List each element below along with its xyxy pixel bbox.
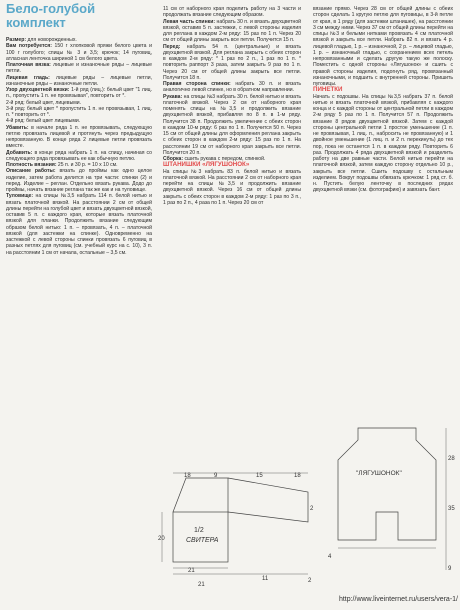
paragraph-lead: Добавить: (6, 149, 33, 156)
paragraph (6, 75, 152, 88)
paragraph-lead: Плотность вязания: (6, 162, 57, 168)
paragraph (163, 94, 301, 157)
paragraph-text: на спицы №3 набрать 30 п. белой нитью и вязать платочной вязкой. Через 2 см от наборного края поменять спицы на №3,5 и продолжить вязание двухцветной вязкой, прибавляя по 8 п. в 1-м ряду. Получится 38 п. Продолжить увеличение с обеих сторон в каждом 10-м ряду: 6 раз по 1 п. Получится 50 п. Через 15 см от общей длины для оформления реглана закрыть с обеих сторон в каждом 2-м ряду: 15 раз по 1 п. На расстоянии 19 см от наборного края закрыть все петли. Получится 20 п. (163, 93, 301, 156)
source-url-link[interactable]: http://www.liveinternet.ru/users/vera-1/ (338, 596, 458, 603)
paragraph-lead: Узор двухцветной вязки: (6, 87, 70, 93)
paragraph (313, 6, 453, 87)
paragraph-lead: Сборка: (163, 156, 184, 162)
paragraph-text: 1-й ряд (лиц.): белый цвет "1 лиц. п., пропустить 1 п. не провязывая", повторить от *. (6, 87, 152, 100)
dim-label-top-2: 9 (214, 473, 218, 479)
pants-label: "ЛЯГУШОНОК" (356, 470, 402, 477)
pants-dim-3: 9 (448, 566, 452, 572)
paragraph (313, 94, 453, 194)
paragraph-lead: Рукава: (163, 93, 183, 100)
paragraph-text: 25 п. и 30 р. = 10 x 10 см. (56, 162, 118, 168)
paragraph-text: Начать с подошвы. На спицы №3,5 набрать 37 п. белой нитью и вязать платочной вязкой, прибавляя с каждого конца и с каждой стороны от центральной петли в каждом 2-м ряду 5 раз по 1 п. Получится 57 п. Продолжить вязание 8 рядов двухцветной вязкой. Затем с каждой стороны центральной петли 1 простое уменьшение (1 п. не провязывая, 1 лиц. п., набросить не провязанную) и 1 двойное уменьшение (1 лиц. п. и 2 п. перекинуть) до тех пор, пока не останется 1 п. в каждом ряду. Повторить 6 раз. Продолжать 4 ряда двухцветной вязкой и разделить работу на две равные части. Белой нитью перейти на платочной вязкой, затем каждую сторону отдельно 10 р., закрыть все петли. Сшить подошву с остальным изделием. Вокруг подошвы обвязать крючком: 1 ряд ст. б. н. Пустить белую ленточку в последних рядах двухцветной вязки (см. фотографию) и завязать бант. (313, 93, 453, 194)
dim-label-top-1: 18 (184, 473, 191, 479)
paragraph-text: 4-й ряд: белый цвет лицевыми. (6, 118, 81, 125)
paragraph-text: лицевые ряды – лицевые петли, изнаночные ряды – изнаночные петли. (6, 74, 152, 87)
paragraph-text: сшить рукава с передом, спинкой. (183, 156, 266, 162)
dim-label-top-4: 18 (294, 473, 301, 479)
text-column-3 (313, 6, 453, 194)
pants-outline (338, 428, 436, 540)
paragraph-text: набрать 54 п. (центральные) и вязать двухцветной вязкой. Для реглана закрыть с обеих сторон в каждом 2-м ряду: * 1 раз по 2 п., 1 раз по 1 п. * повторить раппорт 3 раза, затем закрыть 9 раз по 1 п. Через 20 см от общей длины закрыть все петли. Получится 18 п. (163, 43, 301, 81)
sweater-sleeve-outline (228, 478, 308, 522)
dim-label-bottom-2: 11 (262, 576, 269, 582)
paragraph-text: набрать 30 п. и вязать двухцветной вязкой, оставив 5 п. застежки, с левой стороны изделия для реглана в каждом 2-м ряду: 15 раз по 1 п. Через 20 см от общей длины закрыть все петли. Получится 15 п. (163, 18, 301, 44)
paragraph (6, 168, 152, 193)
paragraph-text: вязать до проймы как одно целое изделие, затем работа делится на три части: спинки (2) и перед. Изделие – реглан. Отдельно вязать рукава. Додо до проймы, начать вязание реглана так же как и на туловище. (6, 168, 152, 193)
section-heading: ШТАНИШКИ «ЛЯГУШОНОК» (163, 161, 250, 169)
paragraph-lead: Вам потребуется: (6, 43, 52, 50)
title-line-1: Бело-голубой (6, 1, 96, 16)
paragraph-lead: Лицевая гладь: (6, 74, 50, 81)
pants-dim-2: 35 (448, 506, 455, 512)
paragraph (163, 6, 301, 19)
paragraph (6, 150, 152, 163)
paragraph (6, 106, 152, 119)
paragraph-lead: Туловище: (6, 193, 34, 200)
paragraph-lead: Платочная вязка: (6, 62, 51, 68)
section-heading: ПИНЕТКИ (313, 86, 343, 94)
paragraph (163, 19, 301, 44)
paragraph-text: лицевые и изнаночные ряды – лицевые петли. (6, 62, 152, 75)
pants-dim-side: 4 (328, 554, 332, 560)
paragraph (6, 62, 152, 75)
paragraph (6, 43, 152, 62)
paragraph-text: 2-й ряд: белый цвет, лицевыми. (6, 99, 82, 106)
paragraph (6, 193, 152, 256)
paragraph-lead: Убавить: (6, 124, 29, 131)
paragraph-text: 11 см от наборного края поделить работу на 3 части и продолжать вязание следующим образом. (163, 6, 301, 19)
paragraph (163, 44, 301, 82)
text-column-1 (6, 37, 152, 256)
dim-label-bottom-4: 21 (198, 582, 205, 588)
dim-label-left: 20 (158, 536, 165, 542)
schematic-title: СВИТЕРА (186, 537, 219, 544)
paragraph-lead: Перед: (163, 43, 181, 50)
title-line-2: комплект (6, 15, 66, 30)
paragraph (163, 169, 301, 207)
paragraph (163, 81, 301, 94)
page-title (6, 2, 156, 30)
sweater-yoke-outline (173, 478, 228, 512)
dim-label-side: 2 (310, 506, 314, 512)
paragraph-text: в начале ряда 1 п. не провязывать, следующую петлю провязать лицевой и протянуть через предыдущую непровязанную. В конце ряда 2 лицевые петли провязать вместе. (6, 124, 152, 150)
pants-schematic (318, 420, 456, 580)
dim-label-bottom-1: 21 (188, 568, 195, 574)
paragraph-text: набрать 30 п. и вязать аналогично левой спинке, но в обратном направлении. (163, 81, 301, 94)
pants-dim-1: 28 (448, 456, 455, 462)
paragraph-text: 3-й ряд: белый цвет * пропустить 1 п. не провязывая, 1 лиц. п. * повторить от *. (6, 105, 152, 118)
paragraph (6, 87, 152, 100)
paragraph-lead: Правая сторона спинки: (163, 81, 231, 87)
paragraph-text: вязание прямо. Через 28 см от общей длины с обеих сторон сделать 1 кругую петлю для пуговицы, в 3-й петле от края, в 1 ряду (для застежки штанишек), на расстоянии 3 см между ними. Через 37 см от общей длины перейти на спицы №3 и белыми нитками провязать 4 см платочной вязкой и закрыть все петли. Набрать 82 п. и вязать 4 р. лицевой гладью, 1 р. – изнаночной, 2 р. – лицевой гладью, 1 р. – изнаночный гладью, с сохранением всех петель непровязанными и сделать другую такую же полоску. Поместить с одной стороны «Лягушонок» и сшить с правой стороны изделия, подогнуть ряд, провязанный изнаночными, и подшить с внутренней стороны. Пришить пуговицы. (313, 6, 453, 87)
paragraph-lead: Левая часть спинки: (163, 18, 216, 25)
dim-label-top-3: 15 (256, 473, 263, 479)
schematic-fraction: 1/2 (194, 527, 204, 534)
paragraph-text: На спицы №3 набрать 83 п. белой нитью и вязать платочной вязкой. На расстоянии 2 см от наборного края перейти на спицы №3,5 и продолжить вязание двухцветной вязкой. Через 16 см от общей длины закрыть с обеих сторон в каждом 2-м ряду: 1 раз по 3 п., 1 раз по 2 п., 4 раза по 1 п. Через 20 см от (163, 168, 301, 206)
text-column-2 (163, 6, 301, 206)
paragraph-text: на спицы №3,5 набрать 114 п. белой нитью и вязать платочной вязкой. На расстоянии 2 см от общей длины перейти на голубой цвет и вязать двухцветной вязкой, оставив 5 п. с каждого края, которые вязать платочной вязкой для планки. Продолжить вязание следующим образом белой нитью: 1 п. – провязать, 4 п. – платочной вязкой (для застежки на спинке). Одновременно на застежкой с левой стороны спинки провязать 6 пуговиц в разных петлях для пуговиц (см. учебный курс на с. 10), 3 п. на расстоянии 1 см от начала, остальные – 3,5 см. (6, 193, 152, 256)
sweater-schematic (158, 470, 318, 590)
paragraph (6, 125, 152, 150)
paragraph-text: в конце ряда набрать 1 п. на спицу, начиная со следующего ряда провязывать ее как обычную петлю. (6, 149, 152, 162)
paragraph-text: для новорожденных. (26, 37, 77, 43)
paragraph-lead: Размер: (6, 37, 27, 43)
dim-label-bottom-3: 2 (308, 578, 312, 584)
paragraph-lead: Описание работы: (6, 168, 56, 175)
paragraph-text: 150 г хлопковой пряжи белого цвета и 100 г голубого; спицы № 3 и 3,5; крючок; 14 пуговиц, атласная ленточка шириной 1 см белого цвета. (6, 43, 152, 62)
